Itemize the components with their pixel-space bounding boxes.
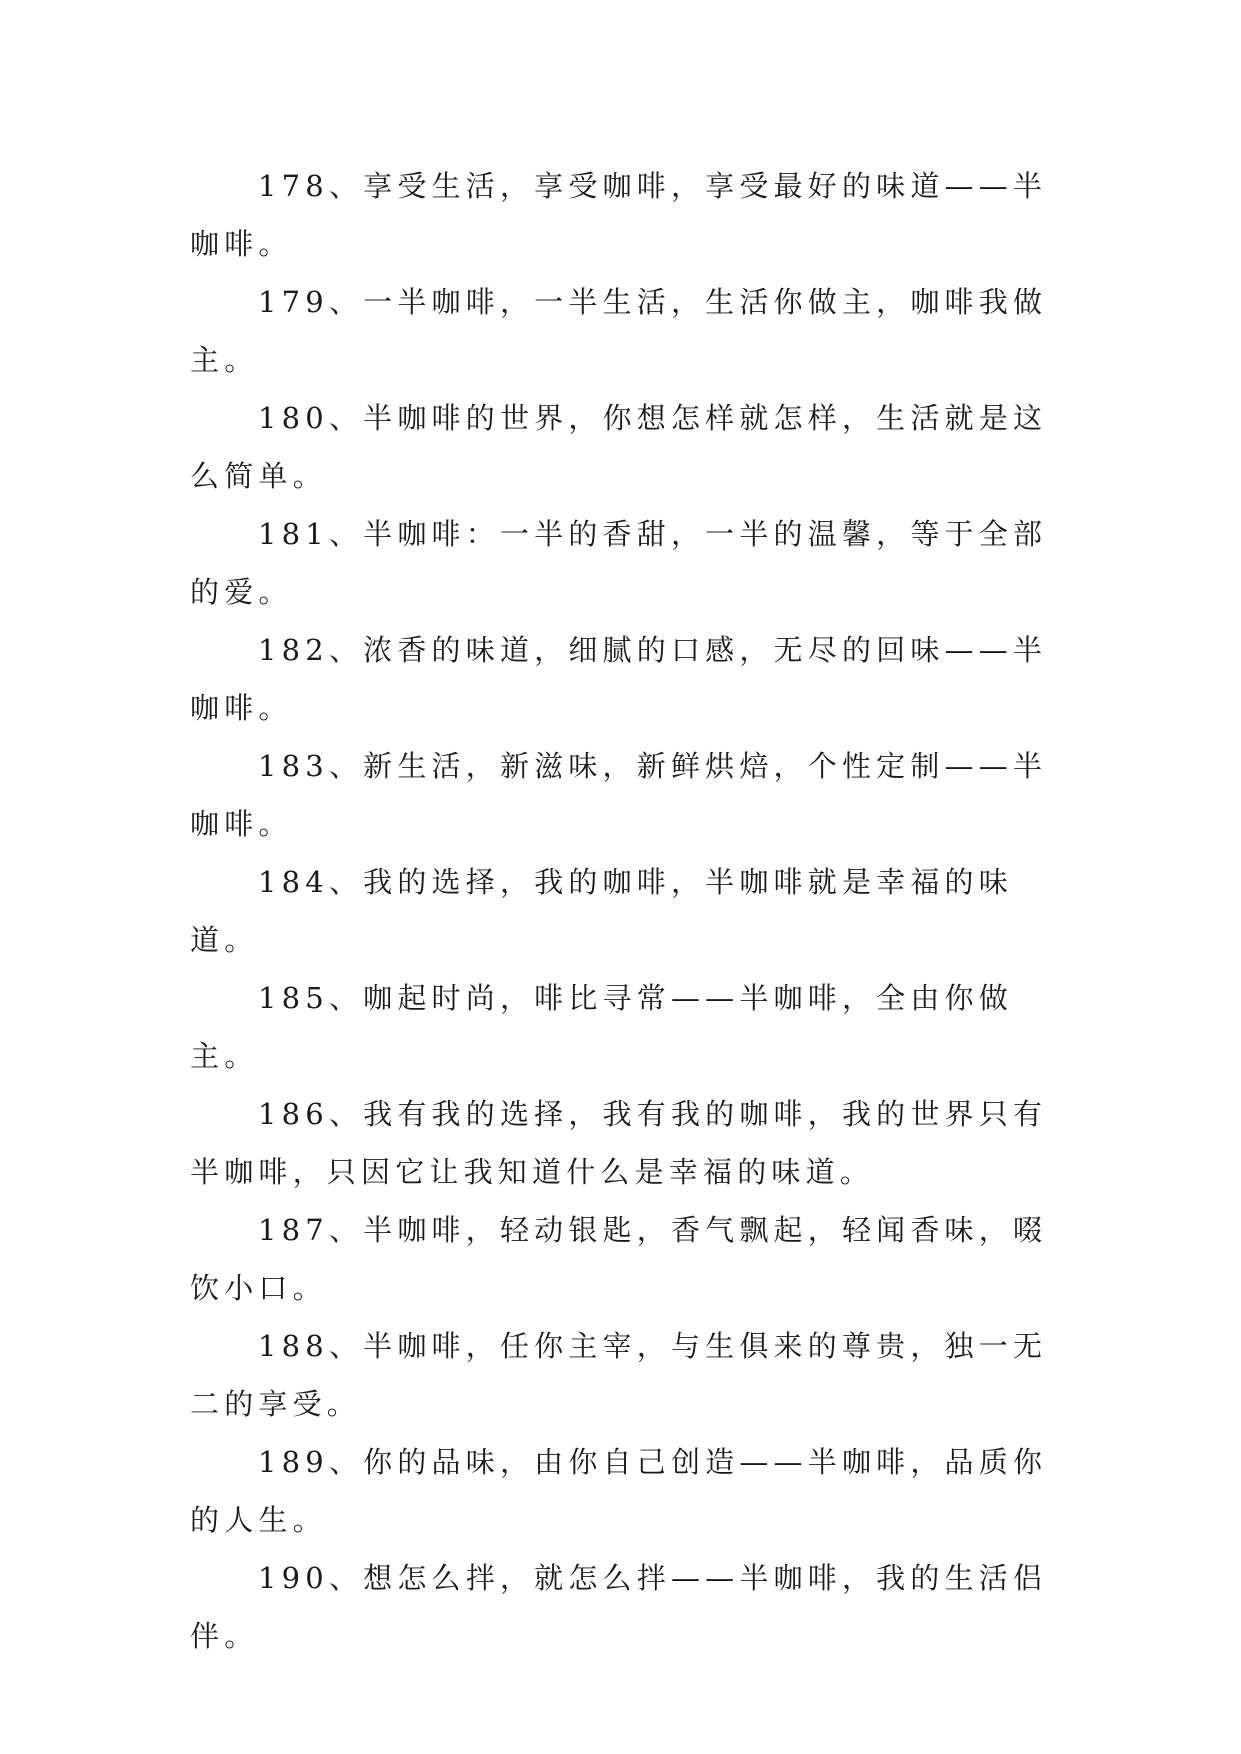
paragraph-190: 190、想怎么拌，就怎么拌——半咖啡，我的生活侣伴。	[190, 1561, 1048, 1653]
paragraph-181: 181、半咖啡：一半的香甜，一半的温馨，等于全部的爱。	[190, 517, 1048, 609]
paragraph-182: 182、浓香的味道，细腻的口感，无尽的回味——半咖啡。	[190, 633, 1048, 725]
paragraph-183: 183、新生活，新滋味，新鲜烘焙，个性定制——半咖啡。	[190, 749, 1048, 841]
paragraph-184: 184、我的选择，我的咖啡，半咖啡就是幸福的味道。	[190, 865, 1013, 957]
document-body	[190, 157, 1070, 1665]
paragraph-188: 188、半咖啡，任你主宰，与生俱来的尊贵，独一无二的享受。	[190, 1329, 1048, 1421]
paragraph-185: 185、咖起时尚，啡比寻常——半咖啡，全由你做主。	[190, 981, 1013, 1073]
paragraph-179: 179、一半咖啡，一半生活，生活你做主，咖啡我做主。	[190, 285, 1048, 377]
paragraph-180: 180、半咖啡的世界，你想怎样就怎样，生活就是这么简单。	[190, 401, 1048, 493]
paragraph-189: 189、你的品味，由你自己创造——半咖啡，品质你的人生。	[190, 1445, 1048, 1537]
paragraph-187: 187、半咖啡，轻动银匙，香气飘起，轻闻香味，啜饮小口。	[190, 1213, 1048, 1305]
paragraph-186: 186、我有我的选择，我有我的咖啡，我的世界只有半咖啡，只因它让我知道什么是幸福的味道。	[190, 1097, 1048, 1189]
paragraph-178: 178、享受生活，享受咖啡，享受最好的味道——半咖啡。	[190, 169, 1048, 261]
